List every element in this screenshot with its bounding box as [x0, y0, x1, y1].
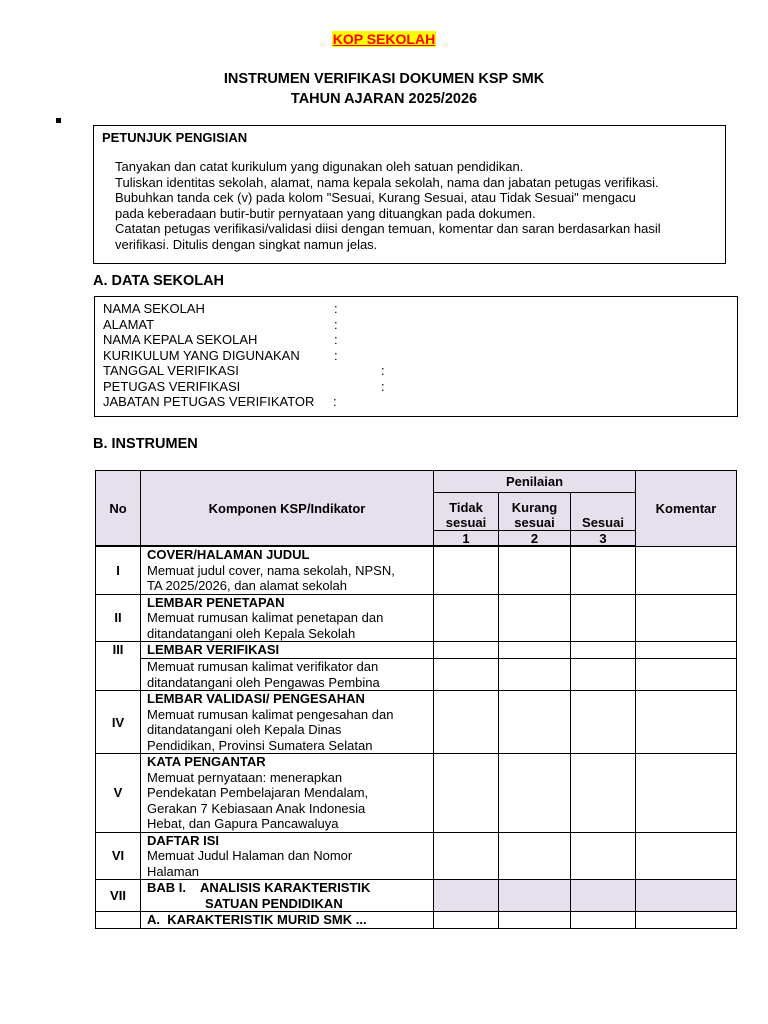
- cell-komentar[interactable]: [636, 754, 737, 833]
- row-no: [96, 912, 141, 929]
- field-nama-sekolah-label: NAMA SEKOLAH: [103, 301, 205, 316]
- petunjuk-line: pada keberadaan butir-butir pernyataan yang dituangkan pada dokumen.: [115, 205, 536, 221]
- header-penilaian: Penilaian: [434, 471, 636, 493]
- field-colon: :: [333, 394, 337, 409]
- cell-tidak-sesuai[interactable]: [434, 691, 499, 754]
- row-desc: Pendekatan Pembelajaran Mendalam,: [147, 785, 369, 800]
- petunjuk-line: Catatan petugas verifikasi/validasi diisi dengan temuan, komentar dan saran berdasarkan hasil: [115, 221, 661, 236]
- row-no: V: [96, 754, 141, 833]
- header-no: No: [96, 471, 141, 546]
- row-no: IV: [96, 691, 141, 754]
- row-title: A. KARAKTERISTIK MURID SMK ...: [141, 912, 434, 929]
- petunjuk-heading: PETUNJUK PENGISIAN: [102, 130, 248, 145]
- petunjuk-line: verifikasi. Ditulis dengan singkat namun jelas.: [115, 236, 378, 252]
- data-sekolah-box: [94, 296, 738, 417]
- header-sesuai: Sesuai: [571, 493, 636, 531]
- cell-kurang-sesuai[interactable]: [499, 594, 571, 642]
- table-row: [96, 547, 737, 595]
- header-num-2: 2: [499, 531, 571, 546]
- row-no: VI: [96, 832, 141, 880]
- header-kurang-sesuai-line1: Kurang: [511, 500, 558, 515]
- cell-sesuai: [571, 880, 636, 912]
- row-desc: Pendidikan, Provinsi Sumatera Selatan: [147, 737, 373, 753]
- row-title: COVER/HALAMAN JUDUL: [147, 547, 310, 562]
- row-desc: Memuat rumusan kalimat penetapan dan: [147, 610, 384, 625]
- row-title: LEMBAR PENETAPAN: [147, 594, 285, 610]
- instrumen-table: [95, 470, 737, 929]
- cell-sesuai[interactable]: [571, 912, 636, 929]
- row-komponen: [141, 754, 434, 833]
- row-no: VII: [96, 880, 141, 912]
- section-b-heading: B. INSTRUMEN: [93, 436, 198, 452]
- cell-tidak-sesuai[interactable]: [434, 832, 499, 880]
- row-desc: Hebat, dan Gapura Pancawaluya: [147, 816, 339, 831]
- cell-tidak-sesuai: [434, 880, 499, 912]
- cell-komentar[interactable]: [636, 547, 737, 595]
- table-row: [96, 880, 737, 912]
- row-title: LEMBAR VALIDASI/ PENGESAHAN: [147, 691, 365, 706]
- cell-komentar[interactable]: [636, 912, 737, 929]
- row-desc: ditandatangani oleh Kepala Sekolah: [147, 625, 356, 641]
- table-row: [96, 659, 737, 691]
- cell-tidak-sesuai[interactable]: [434, 659, 499, 691]
- cell-kurang-sesuai[interactable]: [499, 659, 571, 691]
- kop-label: KOP SEKOLAH: [332, 31, 436, 47]
- cell-komentar: [636, 880, 737, 912]
- header-tidak-sesuai-line2: sesuai: [445, 515, 487, 530]
- row-komponen: [141, 832, 434, 880]
- cell-sesuai[interactable]: [571, 547, 636, 595]
- row-desc: TA 2025/2026, dan alamat sekolah: [147, 578, 347, 593]
- field-colon: :: [381, 363, 385, 378]
- field-colon: :: [334, 332, 338, 347]
- cell-komentar[interactable]: [636, 659, 737, 691]
- row-desc: ditandatangani oleh Pengawas Pembina: [147, 674, 380, 690]
- header-tidak-sesuai-line1: Tidak: [449, 500, 483, 515]
- field-colon: :: [334, 316, 338, 332]
- field-kurikulum-label: KURIKULUM YANG DIGUNAKAN: [103, 347, 300, 363]
- field-kepala-sekolah-label: NAMA KEPALA SEKOLAH: [103, 332, 258, 347]
- header-num-1: 1: [434, 531, 499, 546]
- cell-kurang-sesuai[interactable]: [499, 691, 571, 754]
- table-row: [96, 832, 737, 880]
- cell-sesuai[interactable]: [571, 691, 636, 754]
- table-header-row: [96, 471, 737, 493]
- field-alamat-label: ALAMAT: [103, 316, 155, 332]
- kop-sekolah: [0, 31, 768, 49]
- doc-subtitle: TAHUN AJARAN 2025/2026: [290, 91, 478, 107]
- row-no: I: [96, 547, 141, 595]
- row-komponen: [141, 691, 434, 754]
- header-num-3: 3: [571, 531, 636, 546]
- petunjuk-line: Tuliskan identitas sekolah, alamat, nama kepala sekolah, nama dan jabatan petugas verifikasi.: [115, 174, 659, 190]
- cell-sesuai[interactable]: [571, 832, 636, 880]
- cell-kurang-sesuai[interactable]: [499, 754, 571, 833]
- petunjuk-line: Bubuhkan tanda cek (v) pada kolom "Sesuai, Kurang Sesuai, atau Tidak Sesuai" mengacu: [115, 190, 636, 205]
- petunjuk-line: Tanyakan dan catat kurikulum yang digunakan oleh satuan pendidikan.: [115, 159, 524, 174]
- row-komponen: [141, 594, 434, 642]
- header-kurang-sesuai: [499, 493, 571, 531]
- cell-tidak-sesuai[interactable]: [434, 594, 499, 642]
- row-komponen: [141, 659, 434, 691]
- row-title: LEMBAR VERIFIKASI: [141, 642, 434, 659]
- cell-tidak-sesuai[interactable]: [434, 547, 499, 595]
- header-kurang-sesuai-line2: sesuai: [514, 515, 555, 530]
- table-row: [96, 691, 737, 754]
- row-no: III: [96, 642, 141, 691]
- row-desc: Memuat Judul Halaman dan Nomor: [147, 848, 353, 863]
- cell-kurang-sesuai[interactable]: [499, 832, 571, 880]
- cell-komentar[interactable]: [636, 642, 737, 659]
- table-row: [96, 754, 737, 833]
- cell-komentar[interactable]: [636, 594, 737, 642]
- cell-kurang-sesuai[interactable]: [499, 642, 571, 659]
- cell-sesuai[interactable]: [571, 754, 636, 833]
- row-desc: Memuat rumusan kalimat pengesahan dan: [147, 706, 394, 722]
- row-desc: ditandatangani oleh Kepala Dinas: [147, 722, 342, 737]
- row-desc: Halaman: [147, 863, 200, 879]
- table-row: [96, 642, 737, 659]
- field-colon: :: [334, 301, 338, 316]
- row-title-cont: SATUAN PENDIDIKAN: [205, 895, 343, 911]
- row-title: BAB I. ANALISIS KARAKTERISTIK: [147, 880, 371, 895]
- cell-sesuai[interactable]: [571, 594, 636, 642]
- header-komponen: Komponen KSP/Indikator: [141, 471, 434, 546]
- cell-sesuai[interactable]: [571, 642, 636, 659]
- header-komentar: Komentar: [636, 471, 737, 547]
- row-komponen: [141, 880, 434, 912]
- bullet-mark: [56, 118, 61, 123]
- field-petugas-label: PETUGAS VERIFIKASI: [103, 378, 241, 394]
- row-desc: Memuat judul cover, nama sekolah, NPSN,: [147, 562, 395, 578]
- field-jabatan-label: JABATAN PETUGAS VERIFIKATOR: [103, 394, 315, 409]
- table-row: [96, 594, 737, 642]
- cell-tidak-sesuai[interactable]: [434, 912, 499, 929]
- header-tidak-sesuai: [434, 493, 499, 531]
- row-desc: Gerakan 7 Kebiasaan Anak Indonesia: [147, 800, 366, 816]
- row-title: KATA PENGANTAR: [147, 754, 266, 769]
- row-desc: Memuat pernyataan: menerapkan: [147, 769, 343, 785]
- cell-tidak-sesuai[interactable]: [434, 642, 499, 659]
- cell-sesuai[interactable]: [571, 659, 636, 691]
- field-colon: :: [381, 378, 385, 394]
- row-desc: Memuat rumusan kalimat verifikator dan: [147, 659, 379, 674]
- row-title: DAFTAR ISI: [147, 832, 219, 848]
- cell-tidak-sesuai[interactable]: [434, 754, 499, 833]
- row-no: II: [96, 594, 141, 642]
- table-row: [96, 912, 737, 929]
- cell-kurang-sesuai: [499, 880, 571, 912]
- field-colon: :: [334, 347, 338, 363]
- cell-kurang-sesuai[interactable]: [499, 912, 571, 929]
- petunjuk-text: [115, 159, 720, 252]
- section-a-heading: A. DATA SEKOLAH: [93, 273, 225, 289]
- cell-komentar[interactable]: [636, 691, 737, 754]
- field-tanggal-label: TANGGAL VERIFIKASI: [103, 363, 239, 378]
- doc-title: INSTRUMEN VERIFIKASI DOKUMEN KSP SMK: [223, 71, 545, 87]
- row-komponen: [141, 547, 434, 595]
- cell-komentar[interactable]: [636, 832, 737, 880]
- cell-kurang-sesuai[interactable]: [499, 547, 571, 595]
